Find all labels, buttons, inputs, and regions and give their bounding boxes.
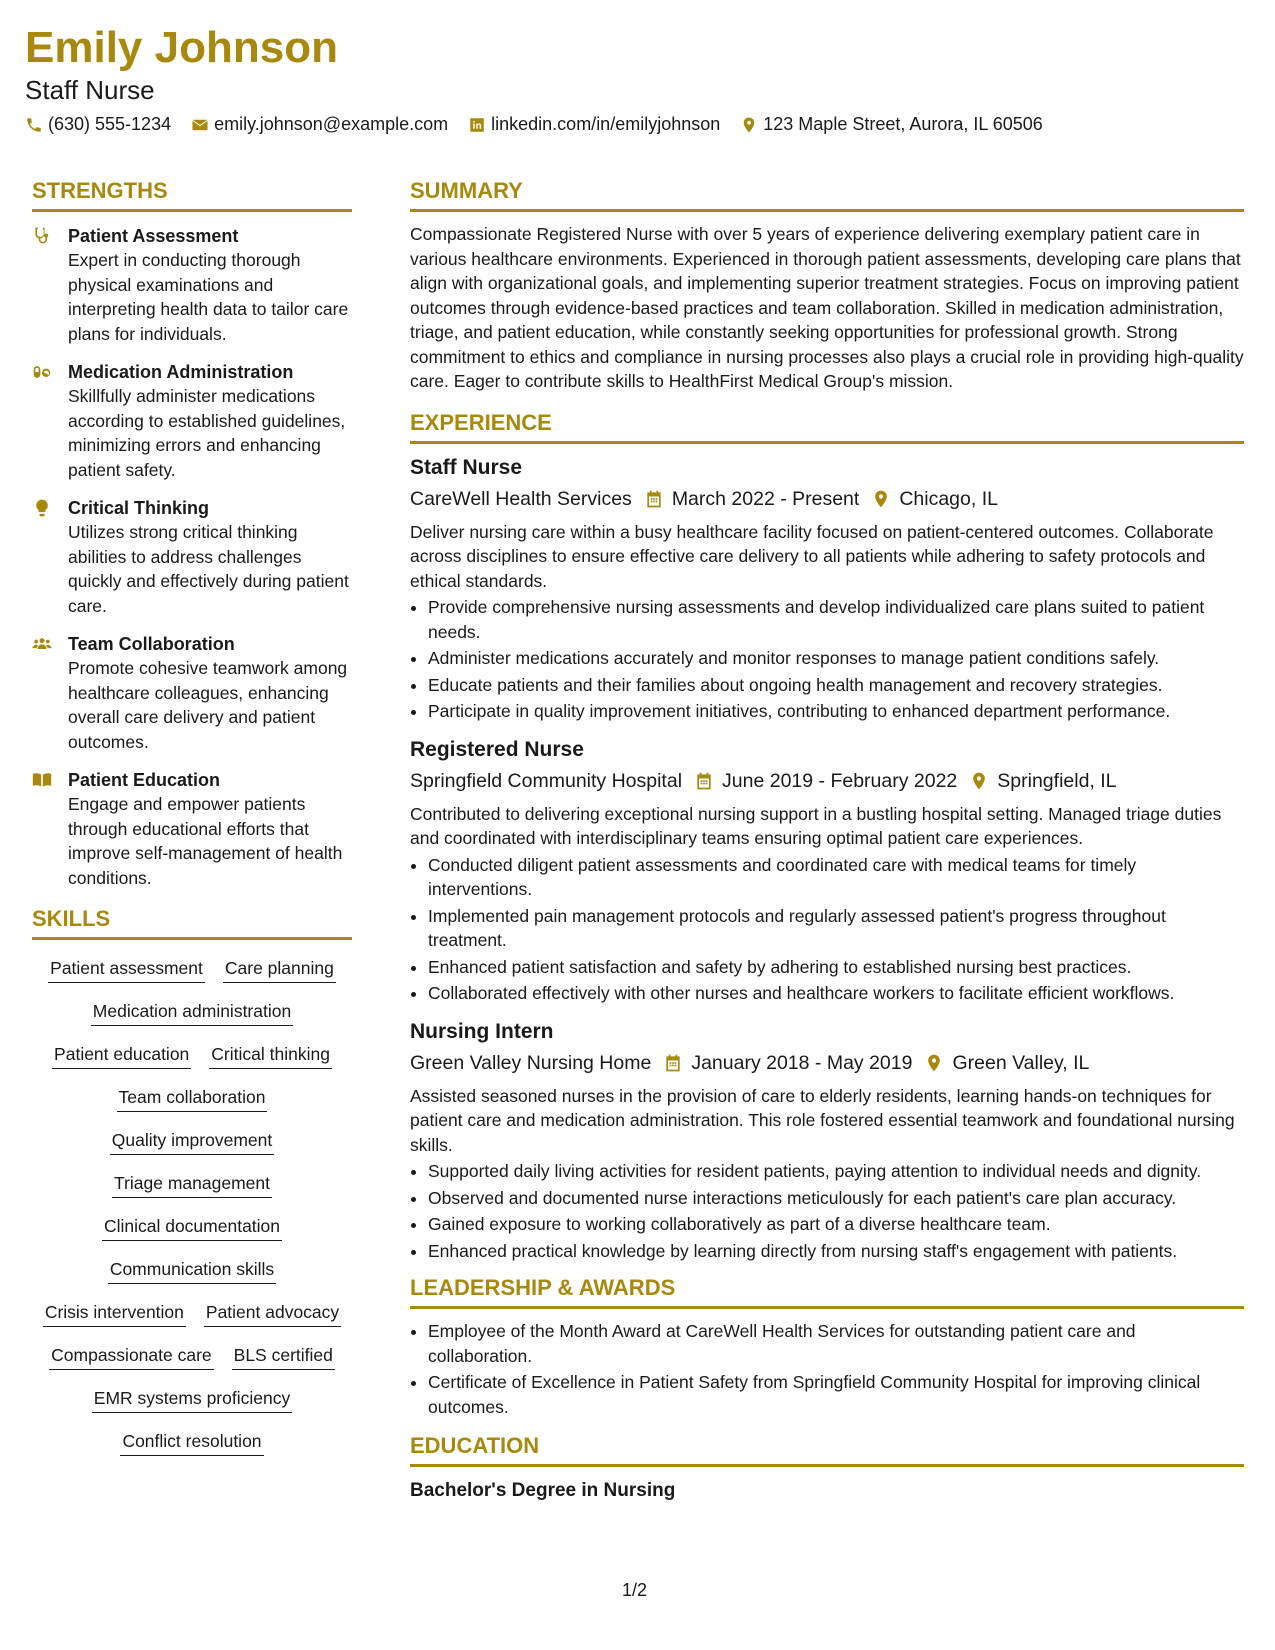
job-bullet: • Educate patients and their families about ongoing health management and recovery strategies. bbox=[428, 673, 1244, 698]
strength-name: Critical Thinking bbox=[68, 498, 210, 518]
contact-address bbox=[740, 114, 1043, 135]
users-icon bbox=[32, 634, 52, 654]
job-title: Registered Nurse bbox=[410, 737, 584, 761]
address-text: 123 Maple Street, Aurora, IL 60506 bbox=[763, 114, 1043, 134]
linkedin-icon bbox=[468, 116, 486, 134]
skill-tag: Team collaboration bbox=[117, 1085, 268, 1112]
skill-tag: BLS certified bbox=[232, 1343, 335, 1370]
calendar-icon bbox=[644, 489, 664, 509]
left-column bbox=[32, 178, 352, 1456]
map-pin-icon bbox=[871, 489, 891, 509]
map-pin-icon bbox=[924, 1053, 944, 1073]
job-entry bbox=[410, 736, 1244, 1006]
experience-heading: EXPERIENCE bbox=[410, 410, 1244, 444]
job-entry bbox=[410, 454, 1244, 724]
job-location: Chicago, IL bbox=[899, 487, 998, 510]
strength-item bbox=[32, 632, 352, 754]
strength-item bbox=[32, 360, 352, 482]
job-dates: January 2018 - May 2019 bbox=[691, 1051, 913, 1074]
job-bullet: • Collaborated effectively with other nurses and healthcare workers to facilitate efficient workflows. bbox=[428, 981, 1244, 1006]
book-icon bbox=[32, 770, 52, 790]
job-company: Green Valley Nursing Home bbox=[410, 1051, 652, 1074]
skill-tag: Crisis intervention bbox=[43, 1300, 186, 1327]
strength-desc: Skillfully administer medications according to established guidelines, minimizing errors and enhancing patient safety. bbox=[68, 386, 346, 480]
strength-desc: Expert in conducting thorough physical examinations and interpreting health data to tailor care plans for individuals. bbox=[68, 250, 349, 344]
email-text[interactable]: emily.johnson@example.com bbox=[214, 114, 449, 134]
skill-tag: Patient advocacy bbox=[204, 1300, 341, 1327]
award-bullet: • Certificate of Excellence in Patient Safety from Springfield Community Hospital for improving clinical outcomes. bbox=[428, 1370, 1244, 1419]
skill-tag: EMR systems proficiency bbox=[92, 1386, 292, 1413]
skill-tag: Compassionate care bbox=[49, 1343, 214, 1370]
calendar-icon bbox=[694, 771, 714, 791]
job-entry bbox=[410, 1018, 1244, 1264]
leadership-heading: LEADERSHIP & AWARDS bbox=[410, 1275, 1244, 1309]
skills-heading: SKILLS bbox=[32, 906, 352, 940]
job-dates: March 2022 - Present bbox=[671, 487, 860, 510]
job-title: Staff Nurse bbox=[410, 455, 523, 479]
contact-linkedin[interactable] bbox=[468, 114, 720, 135]
job-company: Springfield Community Hospital bbox=[410, 769, 683, 792]
skill-tag: Communication skills bbox=[108, 1257, 276, 1284]
calendar-icon bbox=[663, 1053, 683, 1073]
leadership-bullets bbox=[410, 1319, 1244, 1419]
page-number: 1/2 bbox=[622, 1580, 648, 1600]
job-description: Assisted seasoned nurses in the provision of care to elderly residents, learning hands-on techniques for patient care and medication administration. This role fostered essential teamwork and foundational nursing skills. bbox=[410, 1085, 1235, 1155]
envelope-icon bbox=[191, 116, 209, 134]
job-bullet: • Conducted diligent patient assessments and coordinated care with medical teams for timely interventions. bbox=[428, 853, 1244, 902]
right-column bbox=[410, 178, 1244, 1505]
strength-desc: Utilizes strong critical thinking abilities to address challenges quickly and effectively during patient care. bbox=[68, 522, 349, 616]
job-bullets bbox=[410, 853, 1244, 1006]
strengths-heading: STRENGTHS bbox=[32, 178, 352, 212]
education-degree: Bachelor's Degree in Nursing bbox=[410, 1480, 676, 1501]
skills-list bbox=[32, 950, 352, 1456]
job-meta bbox=[410, 766, 1244, 796]
skill-tag: Critical thinking bbox=[209, 1042, 332, 1069]
strength-item bbox=[32, 224, 352, 346]
education-heading: EDUCATION bbox=[410, 1433, 1244, 1467]
job-bullet: • Participate in quality improvement initiatives, contributing to enhanced department performance. bbox=[428, 699, 1244, 724]
contact-bar bbox=[25, 114, 1245, 135]
job-bullet: • Supported daily living activities for resident patients, paying attention to individual needs and dignity. bbox=[428, 1159, 1244, 1184]
skill-tag: Patient education bbox=[52, 1042, 191, 1069]
strength-desc: Engage and empower patients through educational efforts that improve self-management of health conditions. bbox=[68, 794, 343, 888]
strengths-list bbox=[32, 222, 352, 890]
job-description: Contributed to delivering exceptional nursing support in a bustling hospital setting. Managed triage duties and coordinated with interdisciplinary teams ensuring optimal patient care experiences. bbox=[410, 803, 1222, 848]
skill-tag: Quality improvement bbox=[110, 1128, 274, 1155]
strength-name: Patient Assessment bbox=[68, 226, 239, 246]
stethoscope-icon bbox=[32, 226, 52, 246]
skill-tag: Medication administration bbox=[91, 999, 293, 1026]
job-bullet: • Administer medications accurately and monitor responses to manage patient conditions safely. bbox=[428, 646, 1244, 671]
phone-text: (630) 555-1234 bbox=[48, 114, 172, 134]
phone-icon bbox=[25, 116, 43, 134]
pills-icon bbox=[32, 362, 52, 382]
strength-desc: Promote cohesive teamwork among healthcare colleagues, enhancing overall care delivery and patient outcomes. bbox=[68, 658, 348, 752]
resume-header bbox=[25, 22, 1245, 135]
summary-text: Compassionate Registered Nurse with over 5 years of experience delivering exemplary patient care in various healthcare environments. Experienced in thorough patient assessments, developing care plans that align with organizational goals, and implementing superior treatment strategies. Focus on improving patient outcomes through evidence-based practices and team collaboration. Skilled in medication administration, triage, and patient education, while constantly seeking opportunities for professional growth. Strong commitment to ethics and compliance in nursing processes also plays a crucial role in providing high-quality care. Eager to contribute skills to HealthFirst Medical Group's mission. bbox=[410, 224, 1244, 391]
job-bullet: • Implemented pain management protocols and regularly assessed patient's progress throughout treatment. bbox=[428, 904, 1244, 953]
job-bullet: • Gained exposure to working collaboratively as part of a diverse healthcare team. bbox=[428, 1212, 1244, 1237]
linkedin-text[interactable]: linkedin.com/in/emilyjohnson bbox=[491, 114, 721, 134]
strength-name: Patient Education bbox=[68, 770, 221, 790]
job-dates: June 2019 - February 2022 bbox=[722, 769, 958, 792]
job-bullet: • Enhanced patient satisfaction and safety by adhering to established nursing best practices. bbox=[428, 955, 1244, 980]
job-description: Deliver nursing care within a busy healthcare facility focused on patient-centered outcomes. Collaborate across disciplines to ensure effective care delivery to all patients while adhering to safety protocols and ethical standards. bbox=[410, 521, 1214, 591]
job-bullet: • Provide comprehensive nursing assessments and develop individualized care plans suited to patient needs. bbox=[428, 595, 1244, 644]
job-location: Springfield, IL bbox=[997, 769, 1117, 792]
summary-heading: SUMMARY bbox=[410, 178, 1244, 212]
skill-tag: Conflict resolution bbox=[120, 1429, 263, 1456]
award-bullet: • Employee of the Month Award at CareWell Health Services for outstanding patient care and collaboration. bbox=[428, 1319, 1244, 1368]
job-meta bbox=[410, 1048, 1244, 1078]
contact-phone bbox=[25, 114, 171, 135]
strength-item bbox=[32, 768, 352, 890]
job-title: Nursing Intern bbox=[410, 1019, 554, 1043]
strength-item bbox=[32, 496, 352, 618]
job-meta bbox=[410, 484, 1244, 514]
strength-name: Medication Administration bbox=[68, 362, 294, 382]
skill-tag: Triage management bbox=[112, 1171, 272, 1198]
job-bullets bbox=[410, 1159, 1244, 1263]
map-pin-icon bbox=[740, 116, 758, 134]
job-bullet: • Enhanced practical knowledge by learning directly from nursing staff's engagement with patients. bbox=[428, 1239, 1244, 1264]
job-bullets bbox=[410, 595, 1244, 724]
skill-tag: Clinical documentation bbox=[102, 1214, 282, 1241]
lightbulb-icon bbox=[32, 498, 52, 518]
skill-tag: Patient assessment bbox=[48, 956, 205, 983]
skill-tag: Care planning bbox=[223, 956, 336, 983]
map-pin-icon bbox=[969, 771, 989, 791]
strength-name: Team Collaboration bbox=[68, 634, 235, 654]
candidate-title: Staff Nurse bbox=[25, 75, 155, 105]
job-location: Green Valley, IL bbox=[952, 1051, 1090, 1074]
job-bullet: • Observed and documented nurse interactions meticulously for each patient's care plan accuracy. bbox=[428, 1186, 1244, 1211]
candidate-name: Emily Johnson bbox=[25, 23, 338, 72]
job-company: CareWell Health Services bbox=[410, 487, 632, 510]
contact-email[interactable] bbox=[191, 114, 448, 135]
